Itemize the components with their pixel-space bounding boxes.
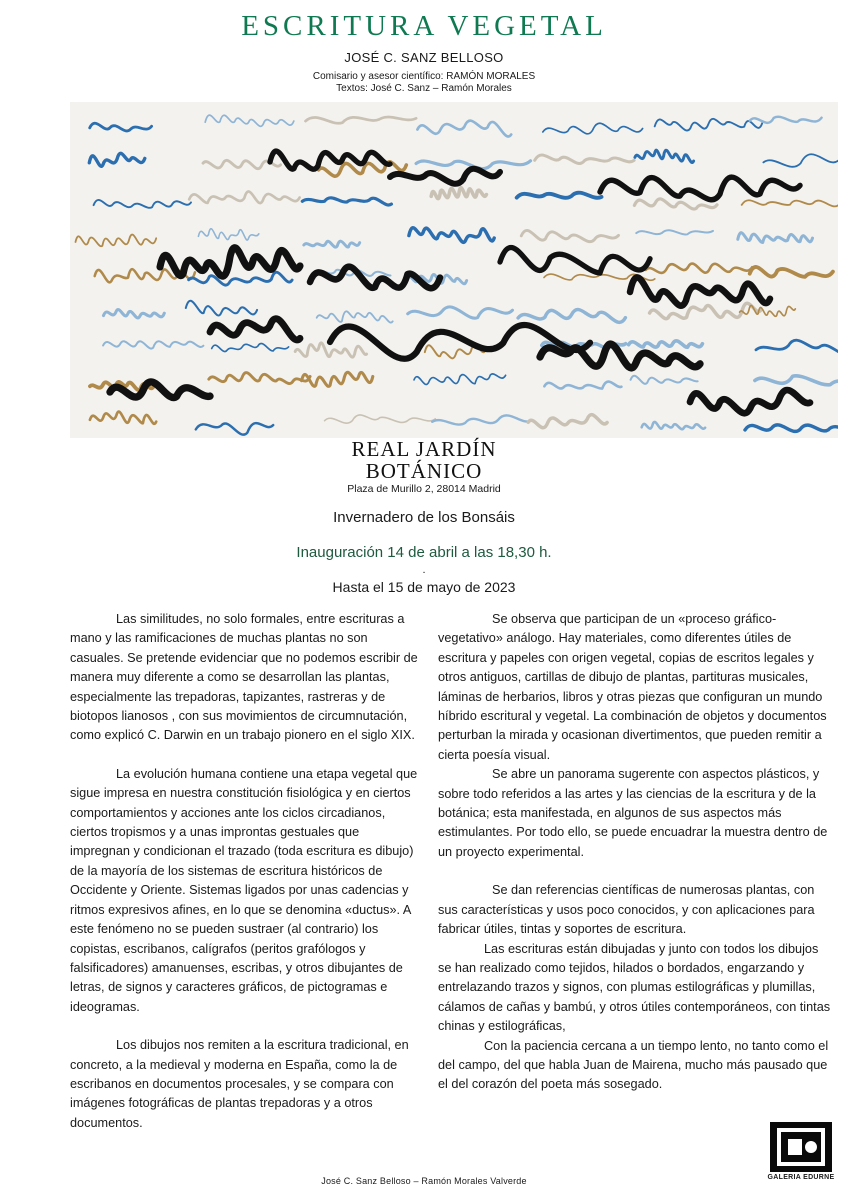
calligraphy-stroke xyxy=(409,228,494,243)
calligraphy-stroke xyxy=(629,341,703,347)
calligraphy-stroke xyxy=(212,343,289,351)
paragraph: La evolución humana contiene una etapa vegetal que sigue impresa en nuestra constitución fisiológica y en ciertos comportamientos y acciones ante los ciclos circadianos, ciertos tropismos y a unas improntas gestuales que impregnan y condicionan el trazado (toda escritura es dibujo) de la mayoría de los sistemas de escritura históricos de Occidente y Oriente. Sistemas ligados por unas cadencias y ritmos expresivos afines, en lo que se denomina «ductus». A este fenómeno no se pueden sustraer (al contrario) los copistas, escribanos, calígrafos (peritos grafólogos y falsificadores) amanuenses, escribas, y otros dibujantes de letras, de signos y caracteres gráficos, de pictogramas e ideogramas. xyxy=(70,766,418,1014)
calligraphy-drawing xyxy=(70,102,838,438)
closing-date: Hasta el 15 de mayo de 2023 xyxy=(332,579,516,595)
calligraphy-stroke xyxy=(432,415,531,424)
paragraph: Se observa que participan de un «proceso gráfico-vegetativo» análogo. Hay materiales, como diferentes útiles de escritura y papeles con origen vegetal, copias de escritos legales y otros antiguos, cartillas de dibujo de plantas, partituras musicales, láminas de herbarios, libros y otras piezas que configuran un mundo híbrido escritural y vegetal. La combinación de objetos y documentos perturban la mirada y ocasionan divertimentos, que pueden remitir a cierta poesía visual. xyxy=(438,612,827,762)
institution-address: Plaza de Murillo 2, 28014 Madrid xyxy=(347,483,501,495)
calligraphy-stroke xyxy=(500,247,650,273)
venue: Invernadero de los Bonsáis xyxy=(333,509,515,526)
institution-name-line2: BOTÁNICO xyxy=(365,459,483,483)
institution-name-line1: REAL JARDÍN xyxy=(351,437,497,461)
calligraphy-stroke xyxy=(600,177,800,200)
calligraphy-stroke xyxy=(635,150,694,162)
calligraphy-stroke xyxy=(763,154,838,167)
calligraphy-stroke xyxy=(306,117,417,123)
calligraphy-stroke xyxy=(417,121,511,137)
gallery-name: GALERIA EDURNE xyxy=(767,1174,835,1181)
calligraphy-stroke xyxy=(431,188,486,199)
texts-credit: Textos: José C. Sanz – Ramón Morales xyxy=(336,83,512,94)
paragraph: Se abre un panorama sugerente con aspectos plásticos, y sobre todo referidos a las artes y las ciencias de la escritura y de la botánica; esta manifestada, en algunos de sus aspectos más estimulantes. Por todo ello, se puede encuadrar la muestra dentro de un proyecto experimental. xyxy=(438,767,828,859)
calligraphy-stroke xyxy=(76,235,157,247)
opening-date: Inauguración 14 de abril a las 18,30 h. xyxy=(296,544,552,561)
text-column-right xyxy=(438,610,832,1095)
calligraphy-stroke xyxy=(742,200,838,206)
calligraphy-stroke xyxy=(295,343,366,357)
calligraphy-stroke xyxy=(205,115,294,126)
curator-credit: Comisario y asesor científico: RAMÓN MORALES xyxy=(312,71,536,82)
calligraphy-stroke xyxy=(414,374,506,385)
calligraphy-stroke xyxy=(302,198,391,205)
calligraphy-stroke xyxy=(740,305,796,316)
calligraphy-stroke xyxy=(408,307,513,318)
footer-names: José C. Sanz Belloso – Ramón Morales Valverde xyxy=(321,1176,527,1186)
calligraphy-stroke xyxy=(631,376,698,384)
calligraphy-stroke xyxy=(189,192,299,204)
calligraphy-stroke xyxy=(755,376,838,385)
calligraphy-stroke xyxy=(189,272,293,285)
separator-dot: . xyxy=(422,564,426,576)
paragraph: Se dan referencias científicas de numerosas plantas, con sus características y usos poco conocidos, y con aplicaciones para fabricar útiles, tintas y soportes de escritura. xyxy=(438,883,815,937)
paragraph: Las similitudes, no solo formales, entre escrituras a mano y las ramificaciones de muchas plantas no son casuales. Se pretende evidenciar que no podemos escribir de manera muy diferente a como se desarrollan las plantas, especialmente las trepadoras, tapizantes, rastreras y de biotopos lianosos , con sus movimientos de circumnutación, como explicó C. Darwin en un trabajo pionero en el siglo XIX. xyxy=(70,612,418,743)
calligraphy-stroke xyxy=(528,415,607,428)
calligraphy-stroke xyxy=(630,277,770,305)
calligraphy-stroke xyxy=(325,415,436,423)
galeria-edurne-logo-icon xyxy=(770,1122,832,1172)
calligraphy-stroke xyxy=(89,153,145,166)
calligraphy-stroke xyxy=(750,117,822,123)
calligraphy-stroke xyxy=(210,319,300,340)
calligraphy-stroke xyxy=(186,301,257,316)
calligraphy-stroke xyxy=(302,372,373,386)
calligraphy-stroke xyxy=(543,123,643,134)
calligraphy-stroke xyxy=(90,412,156,424)
calligraphy-stroke xyxy=(90,123,152,131)
calligraphy-stroke xyxy=(317,311,393,322)
calligraphy-stroke xyxy=(738,233,813,243)
logo-mark xyxy=(770,1122,832,1172)
calligraphy-stroke xyxy=(650,303,761,318)
calligraphy-stroke xyxy=(310,267,440,289)
calligraphy-stroke xyxy=(196,423,273,435)
calligraphy-artwork xyxy=(70,102,838,438)
calligraphy-stroke xyxy=(642,422,705,429)
calligraphy-stroke xyxy=(330,325,590,359)
calligraphy-stroke xyxy=(646,264,752,273)
calligraphy-stroke xyxy=(103,341,203,348)
calligraphy-stroke xyxy=(517,193,602,198)
calligraphy-stroke xyxy=(544,382,621,389)
calligraphy-stroke xyxy=(304,241,360,247)
calligraphy-stroke xyxy=(209,373,310,384)
calligraphy-stroke xyxy=(94,200,191,208)
calligraphy-stroke xyxy=(521,230,618,241)
calligraphy-stroke xyxy=(655,119,762,131)
calligraphy-stroke xyxy=(636,230,713,234)
calligraphy-stroke xyxy=(750,267,833,277)
paragraph: Las escrituras están dibujadas y junto con todos los dibujos se han realizado como tejidos, hilados o bordados, engarzando y entrelazando trazos y signos, con plumas estilográficas y plumillas, cálamos de cañas y bambú, y otros útiles contemporáneos, con tintas chinas y estilográficas, xyxy=(438,941,831,1034)
calligraphy-stroke xyxy=(756,340,838,354)
text-column-left xyxy=(70,610,422,1133)
paragraph: Con la paciencia cercana a un tiempo lento, no tanto como el del campo, del que habla Juan de Mairena, mucho más pausado que el del corazón del poeta más sosegado. xyxy=(438,1038,829,1092)
calligraphy-stroke xyxy=(518,310,625,323)
exhibition-title: ESCRITURA VEGETAL xyxy=(241,10,607,42)
calligraphy-stroke xyxy=(198,229,258,240)
calligraphy-stroke xyxy=(535,155,634,164)
calligraphy-stroke xyxy=(690,390,810,413)
artist-name: JOSÉ C. SANZ BELLOSO xyxy=(344,50,504,65)
calligraphy-stroke xyxy=(104,310,165,318)
calligraphy-stroke xyxy=(745,425,838,433)
paragraph: Los dibujos nos remiten a la escritura tradicional, en concreto, a la medieval y moderna en España, como la de escribanos en documentos procesales, y se compara con imágenes fotográficas de plantas trepadoras y a otros documentos. xyxy=(70,1038,409,1130)
calligraphy-stroke xyxy=(390,169,500,184)
